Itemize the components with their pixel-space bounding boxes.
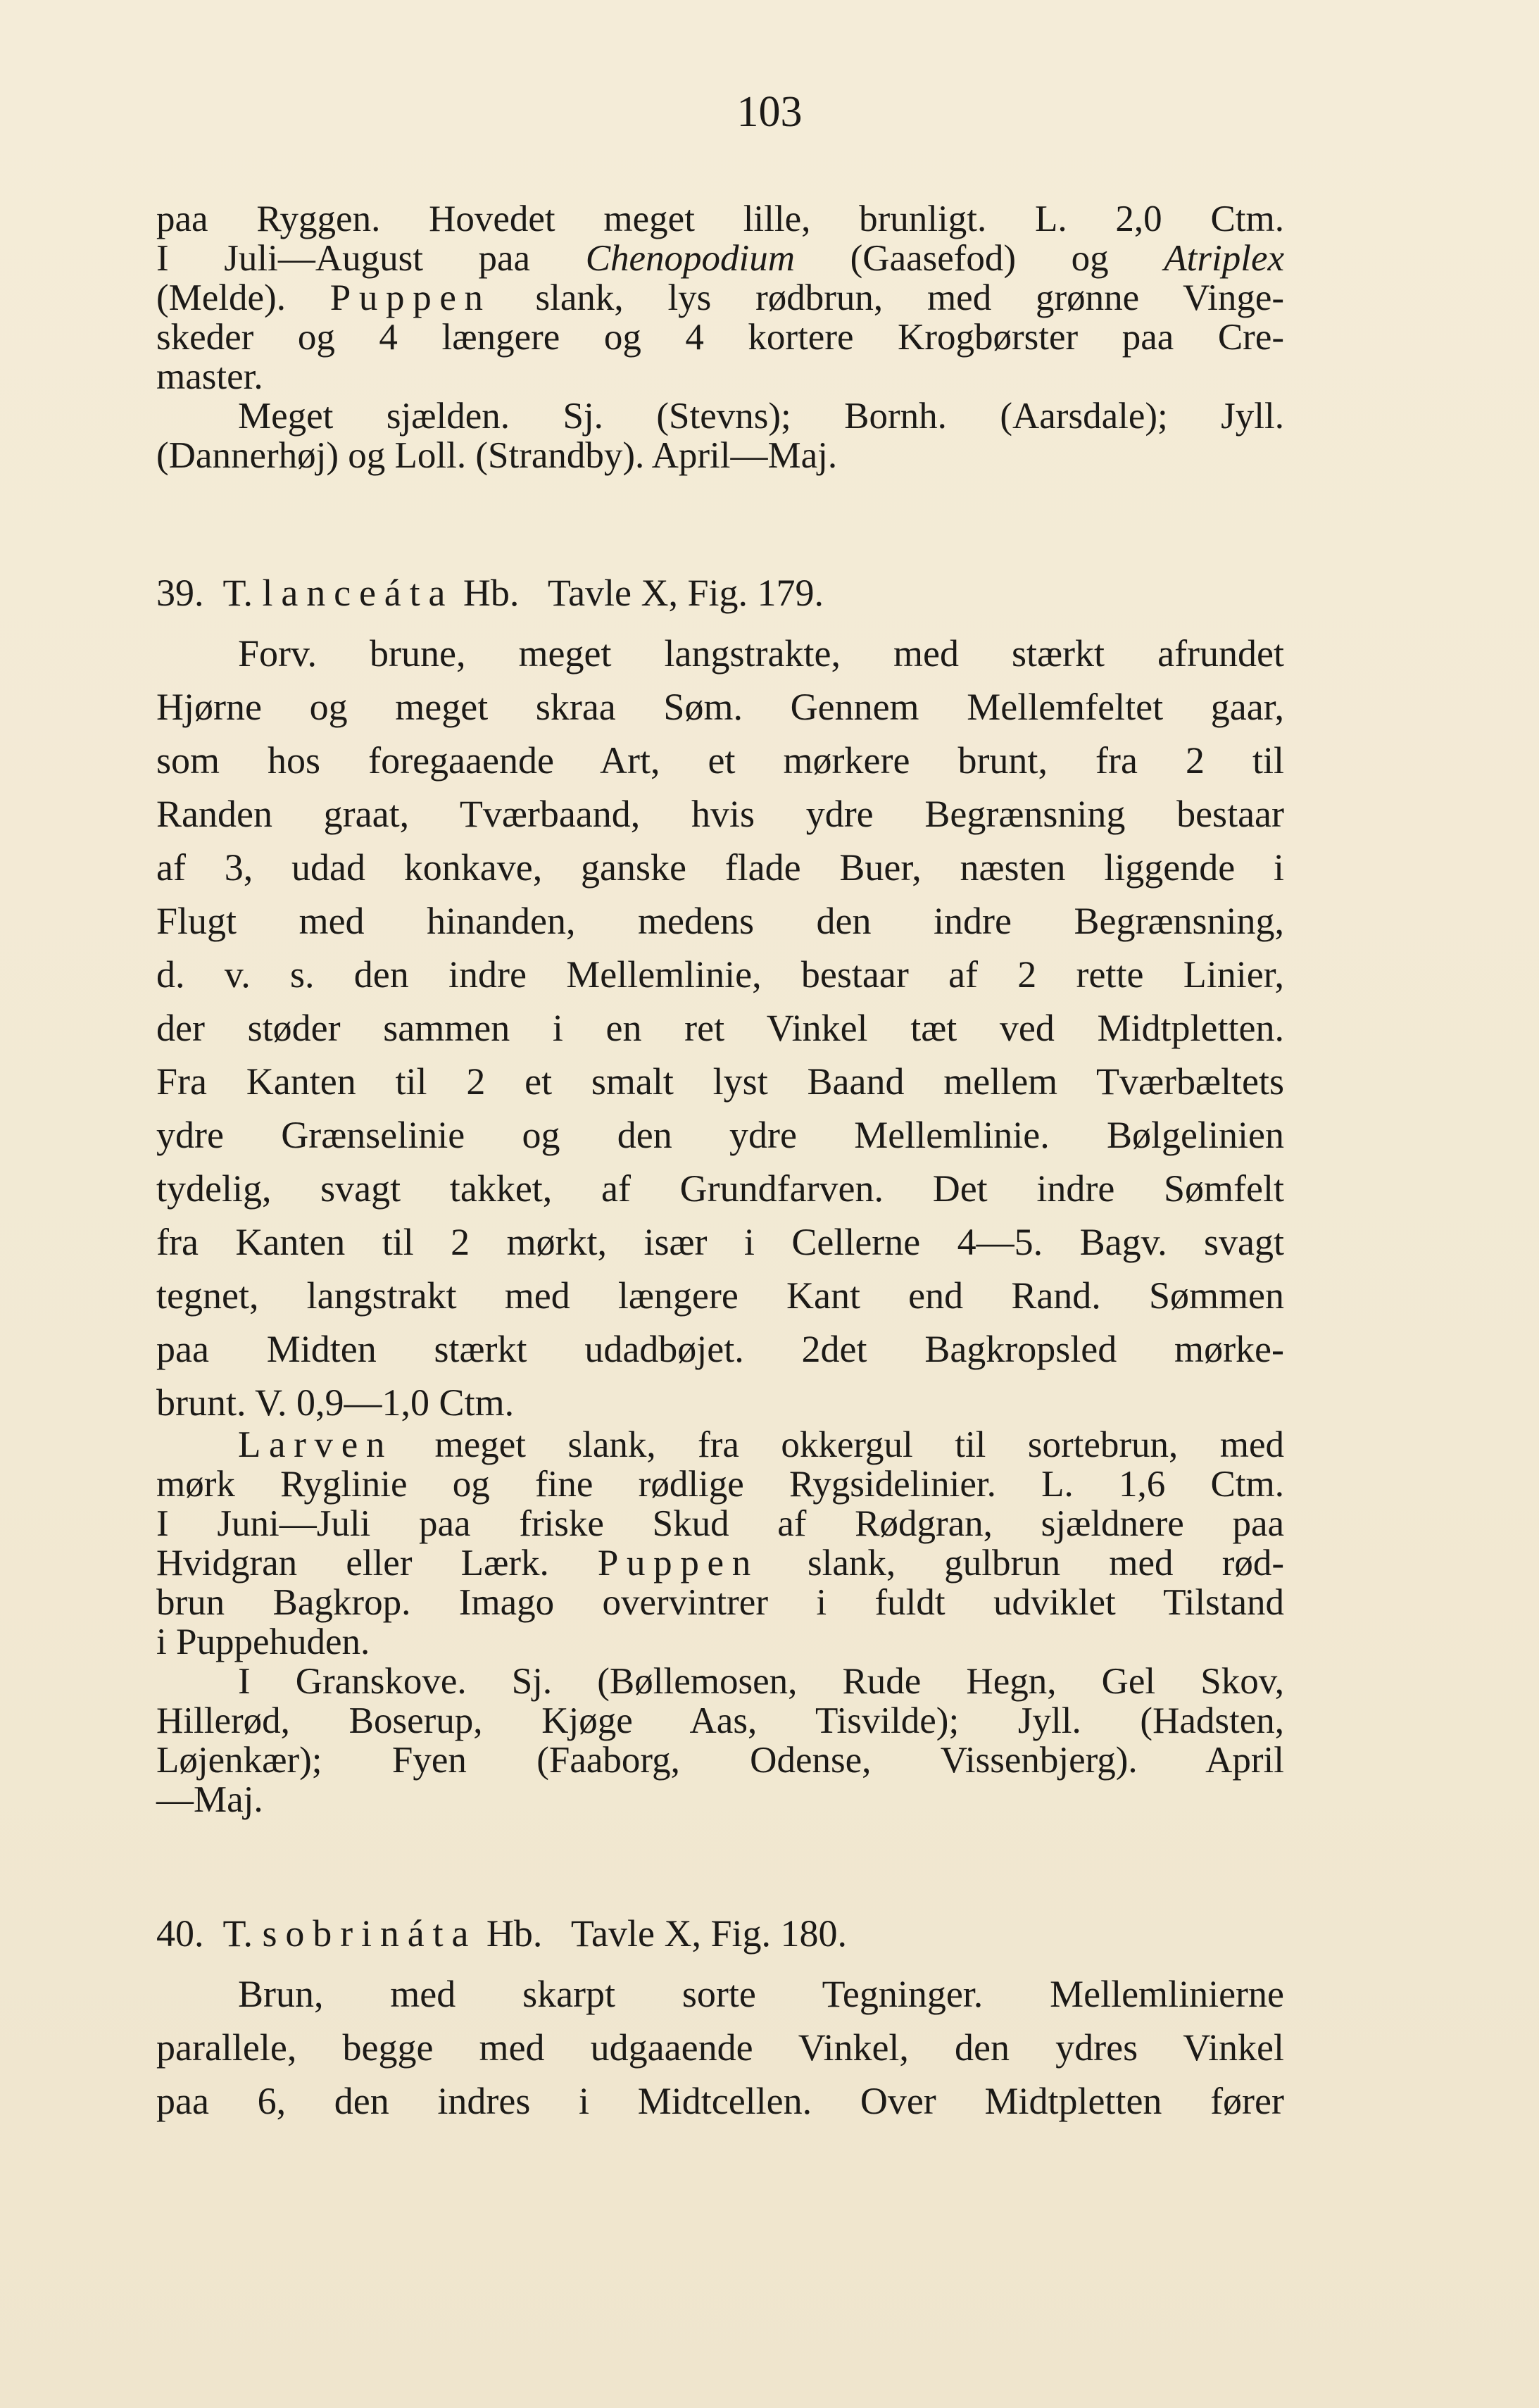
paragraph-block-2 bbox=[156, 627, 1284, 1429]
text-line: paa Ryggen. Hovedet meget lille, brunligt. L. 2,0 Ctm. bbox=[156, 199, 1284, 239]
paragraph-block-3 bbox=[156, 1425, 1284, 1819]
text-line bbox=[156, 1425, 1284, 1465]
text-line: Randen graat, Tværbaand, hvis ydre Begrænsning bestaar bbox=[156, 793, 1284, 835]
text-line: mørk Ryglinie og fine rødlige Rygsidelinier. L. 1,6 Ctm. bbox=[156, 1464, 1284, 1505]
text-line: tegnet, langstrakt med længere Kant end Rand. Sømmen bbox=[156, 1274, 1284, 1317]
text-line: Brun, med skarpt sorte Tegninger. Mellemlinierne bbox=[238, 1973, 1284, 2015]
text-line: af 3, udad konkave, ganske flade Buer, næsten liggende i bbox=[156, 846, 1284, 889]
species-heading-39 bbox=[156, 572, 824, 614]
text-line: skeder og 4 længere og 4 kortere Krogbørster paa Cre- bbox=[156, 317, 1284, 358]
species-author: Hb. bbox=[463, 572, 520, 614]
text-line bbox=[156, 1543, 1284, 1583]
species-genus: T. bbox=[222, 572, 253, 614]
text-line: brun Bagkrop. Imago overvintrer i fuldt udviklet Tilstand bbox=[156, 1582, 1284, 1623]
spaced-term: Larven bbox=[238, 1424, 394, 1465]
species-author: Hb. bbox=[486, 1912, 543, 1955]
text-span: (Gaasefod) og bbox=[795, 238, 1164, 279]
text-line: tydelig, svagt takket, af Grundfarven. Det indre Sømfelt bbox=[156, 1167, 1284, 1210]
text-line: Flugt med hinanden, medens den indre Begrænsning, bbox=[156, 900, 1284, 942]
text-line: parallele, begge med udgaaende Vinkel, den ydres Vinkel bbox=[156, 2026, 1284, 2069]
spaced-term: Puppen bbox=[597, 1543, 759, 1584]
text-line: paa Midten stærkt udadbøjet. 2det Bagkropsled mørke- bbox=[156, 1328, 1284, 1370]
italic-species-name: Chenopodium bbox=[585, 238, 796, 279]
text-line: master. bbox=[156, 356, 263, 397]
paragraph-block-4 bbox=[156, 1967, 1284, 2128]
species-number: 39. bbox=[156, 572, 204, 614]
text-line: (Dannerhøj) og Loll. (Strandby). April—Maj. bbox=[156, 435, 838, 476]
species-name: lanceáta bbox=[262, 572, 454, 614]
page-number: 103 bbox=[736, 88, 803, 136]
paragraph-block-1 bbox=[156, 199, 1284, 475]
text-line: Forv. brune, meget langstrakte, med stærkt afrundet bbox=[238, 632, 1284, 675]
plate-reference: Tavle X, Fig. 179. bbox=[547, 572, 824, 614]
text-line: ydre Grænselinie og den ydre Mellemlinie. Bølgelinien bbox=[156, 1114, 1284, 1156]
text-line: —Maj. bbox=[156, 1779, 263, 1820]
text-span: meget slank, fra okkergul til sortebrun, med bbox=[393, 1424, 1284, 1465]
text-line: Meget sjælden. Sj. (Stevns); Bornh. (Aarsdale); Jyll. bbox=[238, 396, 1284, 437]
text-line: d. v. s. den indre Mellemlinie, bestaar af 2 rette Linier, bbox=[156, 953, 1284, 996]
text-line: Fra Kanten til 2 et smalt lyst Baand mellem Tværbæltets bbox=[156, 1060, 1284, 1103]
text-line: I Granskove. Sj. (Bøllemosen, Rude Hegn, Gel Skov, bbox=[238, 1661, 1284, 1702]
text-span: I Juli—August paa bbox=[156, 238, 586, 279]
species-genus: T. bbox=[222, 1912, 253, 1955]
text-line: Løjenkær); Fyen (Faaborg, Odense, Vissenbjerg). April bbox=[156, 1740, 1284, 1781]
species-name: sobrináta bbox=[262, 1912, 477, 1955]
text-line: fra Kanten til 2 mørkt, især i Cellerne 4—5. Bagv. svagt bbox=[156, 1221, 1284, 1263]
italic-species-name: Atriplex bbox=[1164, 238, 1284, 279]
text-line: Hjørne og meget skraa Søm. Gennem Mellemfeltet gaar, bbox=[156, 686, 1284, 728]
text-line bbox=[156, 239, 1284, 278]
text-span: (Melde). bbox=[156, 277, 330, 318]
spaced-term: Puppen bbox=[329, 277, 491, 318]
text-span: Hvidgran eller Lærk. bbox=[156, 1543, 598, 1584]
text-line: paa 6, den indres i Midtcellen. Over Midtpletten fører bbox=[156, 2080, 1284, 2122]
text-line: brunt. V. 0,9—1,0 Ctm. bbox=[156, 1381, 515, 1424]
text-line: Hillerød, Boserup, Kjøge Aas, Tisvilde); Jyll. (Hadsten, bbox=[156, 1700, 1284, 1741]
text-line bbox=[156, 278, 1284, 318]
plate-reference: Tavle X, Fig. 180. bbox=[570, 1912, 848, 1955]
text-line: der støder sammen i en ret Vinkel tæt ved Midtpletten. bbox=[156, 1007, 1284, 1049]
text-line: i Puppehuden. bbox=[156, 1622, 370, 1662]
text-line: som hos foregaaende Art, et mørkere brunt, fra 2 til bbox=[156, 739, 1284, 782]
text-span: slank, lys rødbrun, med grønne Vinge- bbox=[491, 277, 1284, 318]
text-line: I Juni—Juli paa friske Skud af Rødgran, sjældnere paa bbox=[156, 1503, 1284, 1544]
species-number: 40. bbox=[156, 1912, 204, 1955]
text-span: slank, gulbrun med rød- bbox=[758, 1543, 1284, 1584]
species-heading-40 bbox=[156, 1912, 847, 1955]
